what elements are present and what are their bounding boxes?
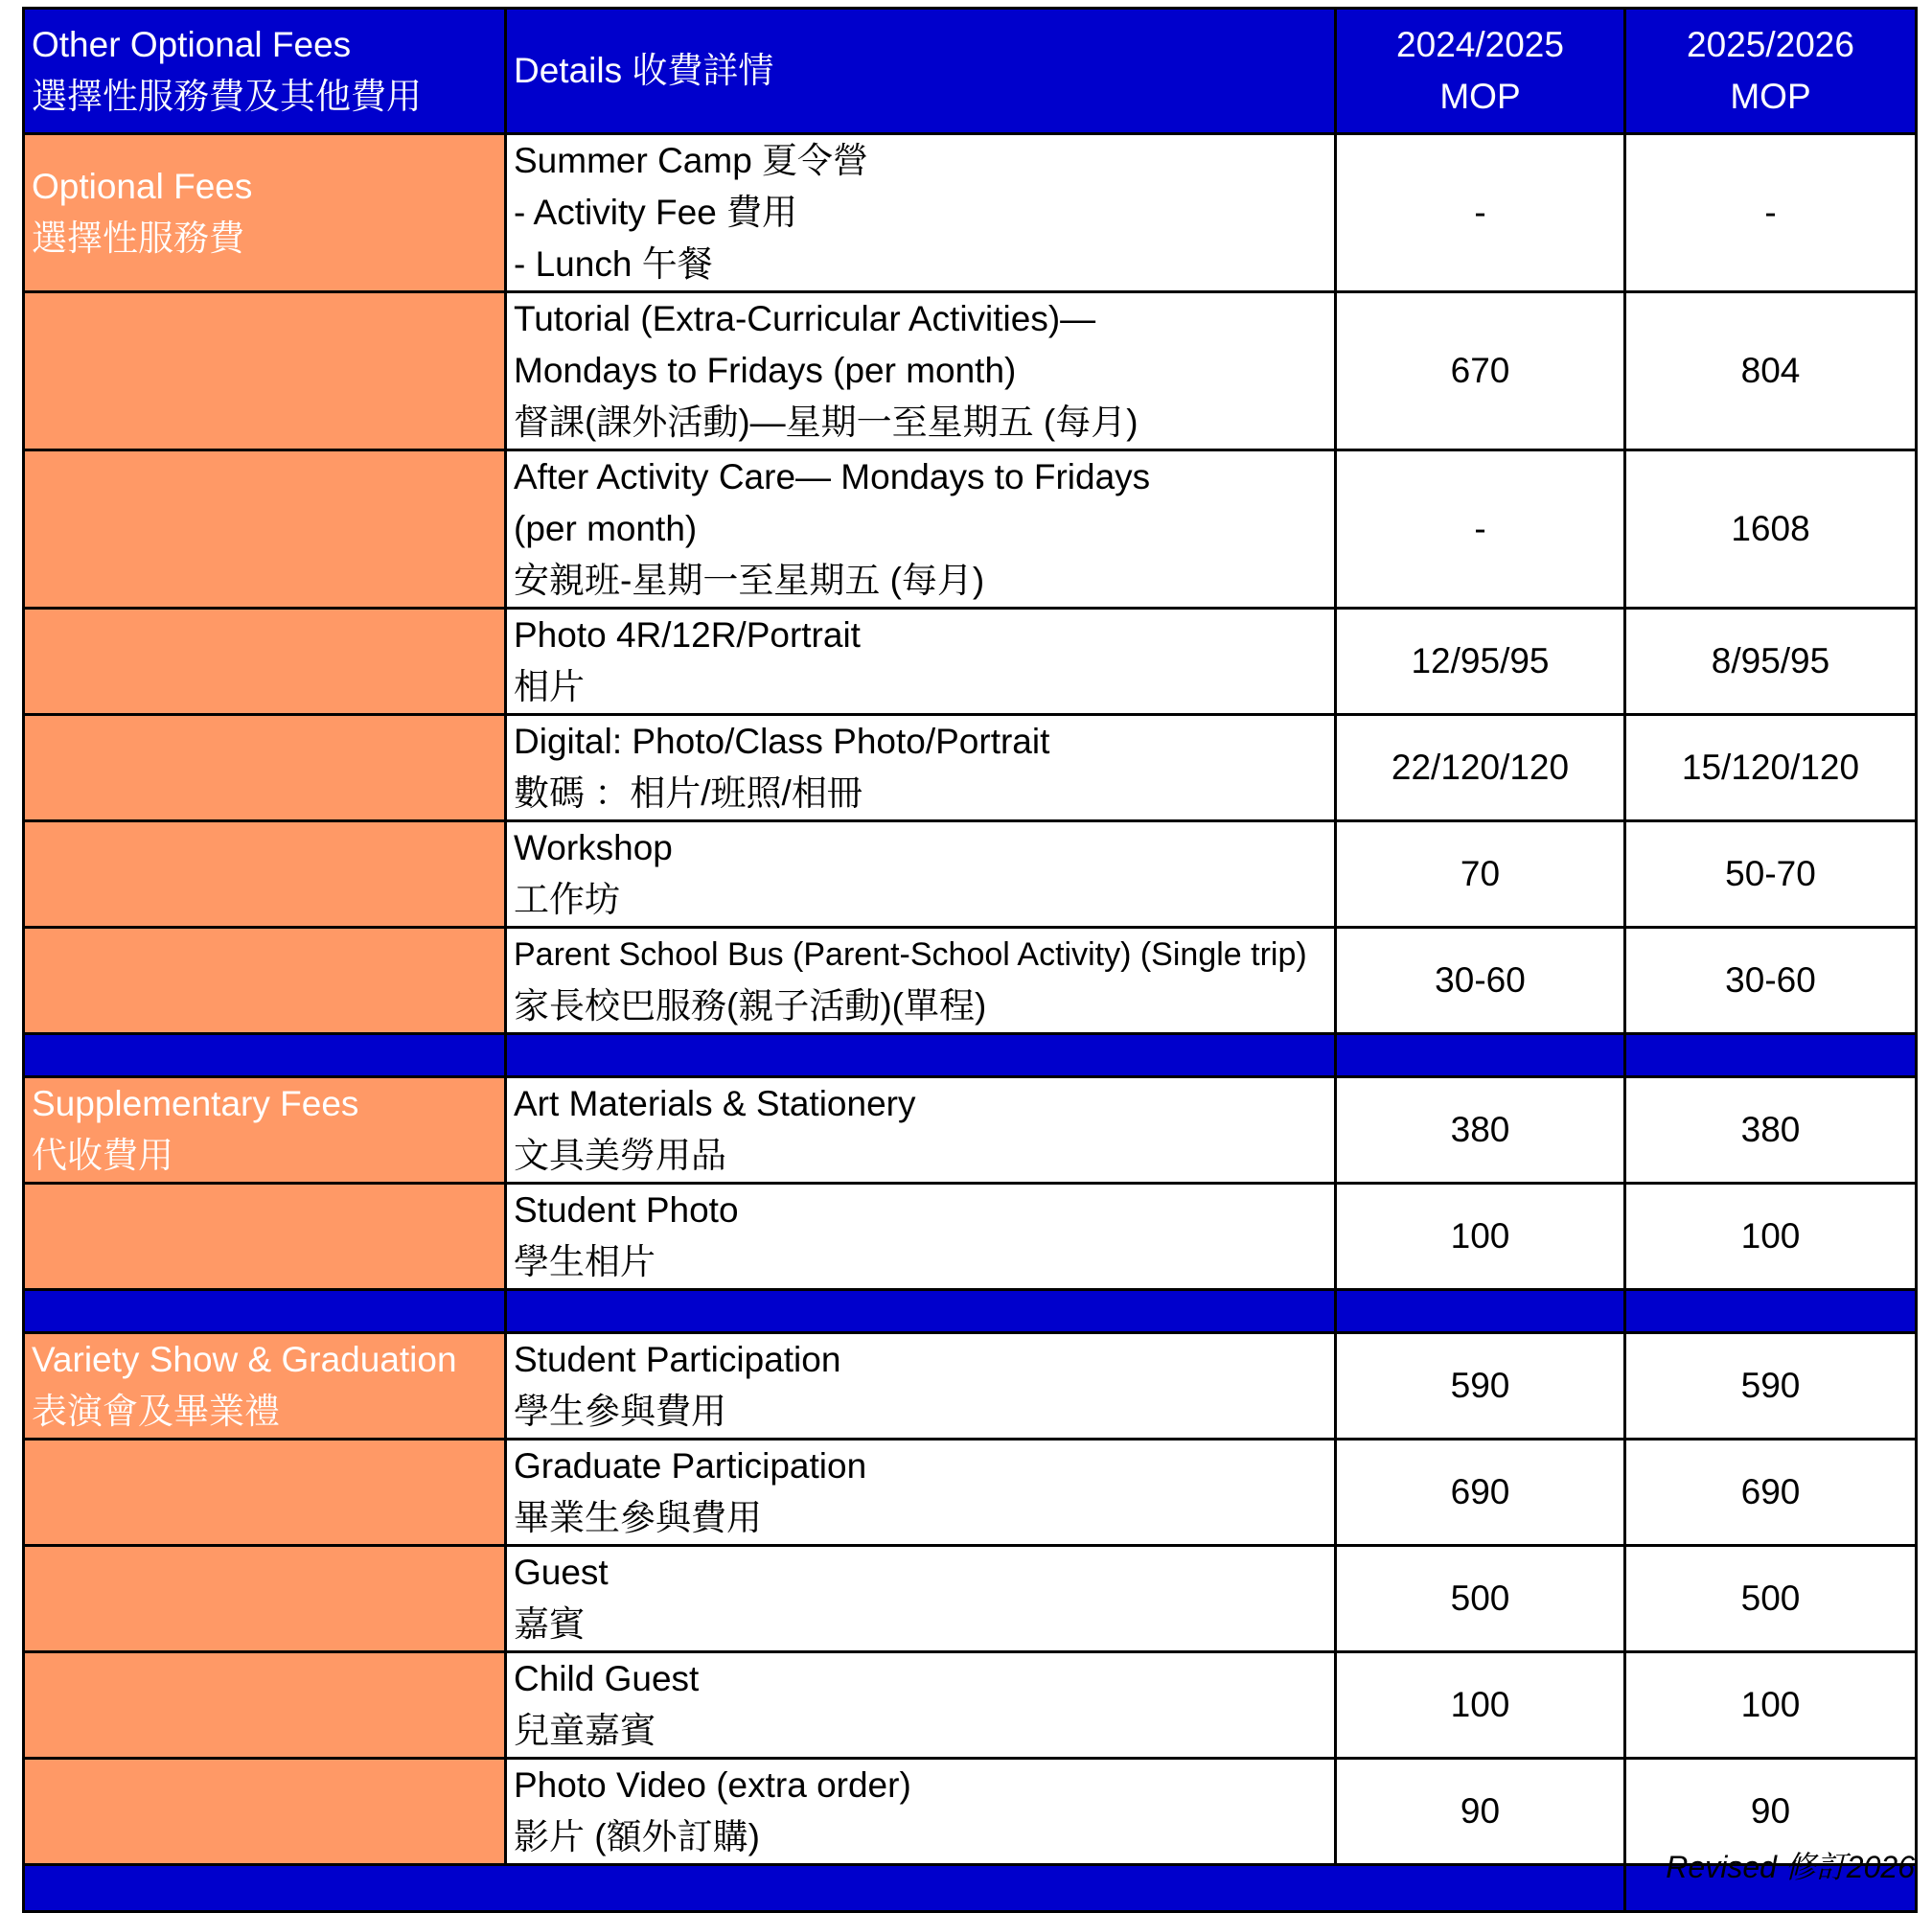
category-cell <box>24 1184 506 1290</box>
fee-2024: - <box>1336 134 1625 292</box>
row-details: Guest 嘉賓 <box>506 1546 1336 1652</box>
fee-2024: 70 <box>1336 821 1625 928</box>
table-row <box>24 1333 1917 1440</box>
header-details: Details 收費詳情 <box>506 9 1336 134</box>
table-row <box>24 450 1917 609</box>
row-details: Photo Video (extra order) 影片 (額外訂購) <box>506 1759 1336 1865</box>
fee-2025: 15/120/120 <box>1625 715 1917 821</box>
table-row <box>24 134 1917 292</box>
category-cell <box>24 1546 506 1652</box>
revision-note: Revised 修訂2026 <box>1666 1850 1915 1884</box>
category-cell <box>24 928 506 1034</box>
fee-2024: 590 <box>1336 1333 1625 1440</box>
category-cell <box>24 1652 506 1759</box>
fee-2025: 804 <box>1625 292 1917 450</box>
section-separator <box>24 1034 1917 1077</box>
category-cell <box>24 715 506 821</box>
row-details: Student Photo 學生相片 <box>506 1184 1336 1290</box>
row-details: Child Guest 兒童嘉賓 <box>506 1652 1336 1759</box>
fee-2024: 12/95/95 <box>1336 609 1625 715</box>
row-details: Graduate Participation 畢業生參與費用 <box>506 1440 1336 1546</box>
row-details: Art Materials & Stationery 文具美勞用品 <box>506 1077 1336 1184</box>
fee-2025: 500 <box>1625 1546 1917 1652</box>
table-row <box>24 1440 1917 1546</box>
table-row <box>24 1759 1917 1865</box>
row-details: Photo 4R/12R/Portrait 相片 <box>506 609 1336 715</box>
row-details: Parent School Bus (Parent-School Activity) (Single trip) 家長校巴服務(親子活動)(單程) <box>506 928 1336 1034</box>
fee-2025: 590 <box>1625 1333 1917 1440</box>
table-row <box>24 1546 1917 1652</box>
row-details: After Activity Care— Mondays to Fridays (per month) 安親班-星期一至星期五 (每月) <box>506 450 1336 609</box>
fee-2025: 380 <box>1625 1077 1917 1184</box>
fee-2024: 90 <box>1336 1759 1625 1865</box>
fee-2024: 670 <box>1336 292 1625 450</box>
row-details: Summer Camp 夏令營 - Activity Fee 費用 - Lunch 午餐 <box>506 134 1336 292</box>
row-details: Tutorial (Extra-Curricular Activities)— Mondays to Fridays (per month) 督課(課外活動)—星期一至星期五 (每月) <box>506 292 1336 450</box>
fee-2024: - <box>1336 450 1625 609</box>
header-category: Other Optional Fees 選擇性服務費及其他費用 <box>24 9 506 134</box>
fee-2025: - <box>1625 134 1917 292</box>
fee-2025: 8/95/95 <box>1625 609 1917 715</box>
table-row <box>24 292 1917 450</box>
table-row <box>24 1077 1917 1184</box>
row-details: Workshop 工作坊 <box>506 821 1336 928</box>
category-cell <box>24 1759 506 1865</box>
fee-2025: 90 <box>1625 1759 1917 1865</box>
table-row <box>24 715 1917 821</box>
category-cell <box>24 292 506 450</box>
category-cell <box>24 609 506 715</box>
fee-2024: 100 <box>1336 1652 1625 1759</box>
header-row <box>24 9 1917 134</box>
category-supplementary-fees: Supplementary Fees 代收費用 <box>24 1077 506 1184</box>
section-separator <box>24 1290 1917 1333</box>
category-cell <box>24 1440 506 1546</box>
category-cell <box>24 450 506 609</box>
header-year-2024: 2024/2025 MOP <box>1336 9 1625 134</box>
table-row <box>24 821 1917 928</box>
fee-2024: 100 <box>1336 1184 1625 1290</box>
category-cell <box>24 821 506 928</box>
fee-2025: 50-70 <box>1625 821 1917 928</box>
fee-2025: 100 <box>1625 1184 1917 1290</box>
table-row <box>24 1652 1917 1759</box>
fee-2025: 100 <box>1625 1652 1917 1759</box>
table-row <box>24 609 1917 715</box>
category-variety-show-graduation: Variety Show & Graduation 表演會及畢業禮 <box>24 1333 506 1440</box>
fee-2025: 1608 <box>1625 450 1917 609</box>
fee-2024: 500 <box>1336 1546 1625 1652</box>
fee-2024: 22/120/120 <box>1336 715 1625 821</box>
fee-2025: 690 <box>1625 1440 1917 1546</box>
fee-2024: 380 <box>1336 1077 1625 1184</box>
header-year-2025: 2025/2026 MOP <box>1625 9 1917 134</box>
category-optional-fees: Optional Fees 選擇性服務費 <box>24 134 506 292</box>
table-row <box>24 928 1917 1034</box>
row-details: Digital: Photo/Class Photo/Portrait 數碼 ：相片/班照/相冊 <box>506 715 1336 821</box>
table-row <box>24 1184 1917 1290</box>
fee-2024: 690 <box>1336 1440 1625 1546</box>
fee-2025: 30-60 <box>1625 928 1917 1034</box>
row-details: Student Participation 學生參與費用 <box>506 1333 1336 1440</box>
fees-table <box>22 7 1918 1913</box>
section-separator <box>24 1865 1917 1912</box>
fee-2024: 30-60 <box>1336 928 1625 1034</box>
